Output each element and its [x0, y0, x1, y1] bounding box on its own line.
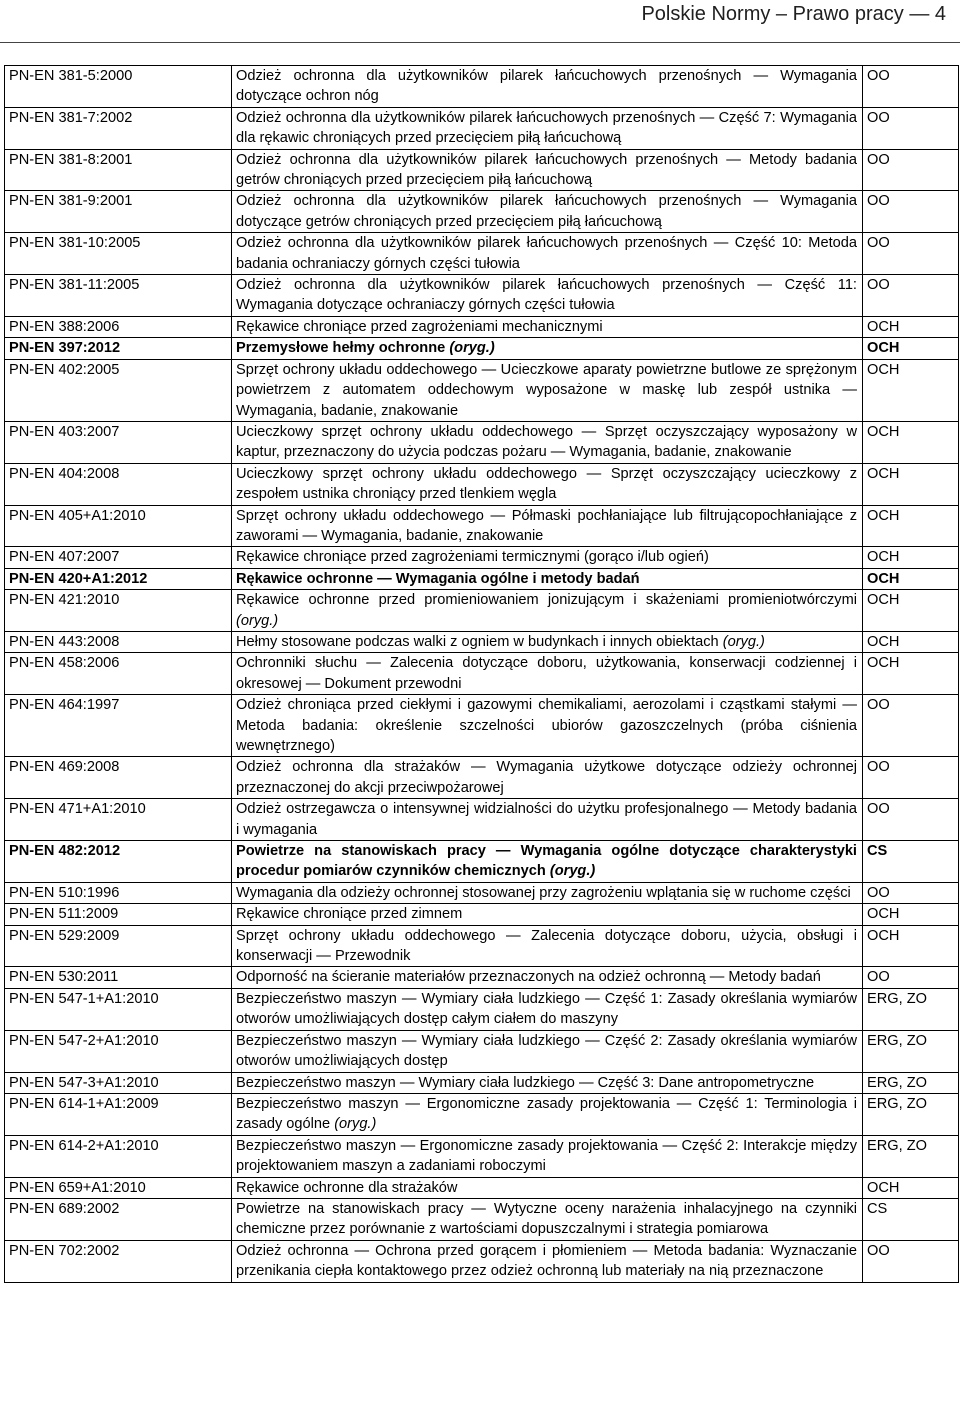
- page-header: [0, 0, 960, 48]
- category-code: ERG, ZO: [863, 1030, 959, 1072]
- standard-title: Bezpieczeństwo maszyn — Ergonomiczne zasady projektowania — Część 2: Interakcje między projektowaniem maszyn a zadaniami roboczymi: [236, 1137, 857, 1175]
- standard-title: Sprzęt ochrony układu oddechowego — Ucieczkowe aparaty powietrzne butlowe ze sprężonym powietrzem z automatem oddechowym wyposażone w maskę lub zespół ustnika — Wymagania, badanie, znakowanie: [236, 361, 857, 419]
- standard-title-cell: [232, 988, 863, 1030]
- standard-title-cell: [232, 421, 863, 463]
- standard-title: Odzież ochronna dla strażaków — Wymagania użytkowe dotyczące odzieży ochronnej przeznaczonej do akcji przeciwpożarowej: [236, 759, 857, 796]
- standard-title: Hełmy stosowane podczas walki z ogniem w budynkach i innych obiektach: [236, 633, 719, 650]
- table-row: [5, 547, 959, 568]
- original-language-note: (oryg.): [236, 612, 279, 629]
- table-row: [5, 505, 959, 547]
- table-row: [5, 149, 959, 191]
- table-row: [5, 1030, 959, 1072]
- category-code: CS: [863, 1198, 959, 1240]
- standard-title-cell: [232, 1177, 863, 1198]
- category-code: OCH: [863, 653, 959, 695]
- standard-title-cell: [232, 359, 863, 421]
- category-code: OO: [863, 66, 959, 108]
- standard-title-cell: [232, 590, 863, 632]
- standard-code: PN-EN 702:2002: [5, 1240, 232, 1282]
- header-divider: [0, 42, 960, 43]
- standard-code: PN-EN 381-10:2005: [5, 233, 232, 275]
- category-code: ERG, ZO: [863, 1072, 959, 1093]
- table-row: [5, 568, 959, 589]
- standard-title-cell: [232, 1030, 863, 1072]
- table-row: [5, 359, 959, 421]
- table-row: [5, 1177, 959, 1198]
- table-row: [5, 1093, 959, 1135]
- category-code: OCH: [863, 568, 959, 589]
- category-code: OO: [863, 1240, 959, 1282]
- standard-title-cell: [232, 463, 863, 505]
- table-row: [5, 631, 959, 652]
- category-code: OCH: [863, 463, 959, 505]
- table-row: [5, 1198, 959, 1240]
- standard-code: PN-EN 397:2012: [5, 338, 232, 359]
- standard-title: Ucieczkowy sprzęt ochrony układu oddechowego — Sprzęt oczyszczający wyposażony w kaptur, przeznaczony do użycia podczas pożaru — Wymagania, badanie, znakowanie: [236, 423, 857, 461]
- standard-code: PN-EN 482:2012: [5, 841, 232, 883]
- table-row: [5, 988, 959, 1030]
- category-code: OCH: [863, 359, 959, 421]
- standard-title-cell: [232, 904, 863, 925]
- category-code: OO: [863, 967, 959, 988]
- table-row: [5, 695, 959, 757]
- standard-code: PN-EN 547-1+A1:2010: [5, 988, 232, 1030]
- standard-code: PN-EN 458:2006: [5, 653, 232, 695]
- standard-code: PN-EN 381-11:2005: [5, 275, 232, 317]
- category-code: OO: [863, 799, 959, 841]
- standard-title-cell: [232, 631, 863, 652]
- category-code: OCH: [863, 547, 959, 568]
- table-row: [5, 66, 959, 108]
- table-row: [5, 107, 959, 149]
- category-code: OO: [863, 882, 959, 903]
- category-code: OCH: [863, 1177, 959, 1198]
- category-code: OO: [863, 149, 959, 191]
- standard-code: PN-EN 420+A1:2012: [5, 568, 232, 589]
- standard-title: Powietrze na stanowiskach pracy — Wymagania ogólne dotyczące charakterystyki procedur pomiarów czynników chemicznych: [236, 843, 857, 880]
- category-code: OO: [863, 107, 959, 149]
- table-row: [5, 463, 959, 505]
- original-language-note: (oryg.): [334, 1116, 377, 1133]
- table-row: [5, 925, 959, 967]
- standard-code: PN-EN 381-7:2002: [5, 107, 232, 149]
- standard-title: Odzież ochronna dla użytkowników pilarek łańcuchowych przenośnych — Wymagania dotyczące ochron nóg: [236, 68, 857, 105]
- table-row: [5, 338, 959, 359]
- standard-title-cell: [232, 1093, 863, 1135]
- standard-title: Rękawice ochronne dla strażaków: [236, 1179, 458, 1196]
- table-row: [5, 882, 959, 903]
- standard-title: Wymagania dla odzieży ochronnej stosowanej przy zagrożeniu wplątania się w ruchome części: [236, 884, 851, 901]
- standard-title-cell: [232, 1240, 863, 1282]
- table-row: [5, 191, 959, 233]
- standard-title: Rękawice ochronne — Wymagania ogólne i metody badań: [236, 570, 640, 587]
- standard-title-cell: [232, 1198, 863, 1240]
- standard-code: PN-EN 659+A1:2010: [5, 1177, 232, 1198]
- standard-title: Bezpieczeństwo maszyn — Wymiary ciała ludzkiego — Część 2: Zasady określania wymiarów otworów umożliwiających dostęp: [236, 1032, 857, 1070]
- standard-title: Odzież ostrzegawcza o intensywnej widzialności do użytku profesjonalnego — Metody badania i wymagania: [236, 801, 857, 838]
- standard-code: PN-EN 464:1997: [5, 695, 232, 757]
- standard-title: Odzież ochronna dla użytkowników pilarek łańcuchowych przenośnych — Metody badania getrów chroniących przed przecięciem piłą łańcuchową: [236, 151, 857, 189]
- standard-title: Powietrze na stanowiskach pracy — Wytyczne oceny narażenia inhalacyjnego na czynniki chemiczne przez porównanie z wartościami dopuszczalnymi i strategia pomiarowa: [236, 1200, 857, 1238]
- standard-title-cell: [232, 107, 863, 149]
- table-row: [5, 841, 959, 883]
- standard-title-cell: [232, 1135, 863, 1177]
- standard-code: PN-EN 421:2010: [5, 590, 232, 632]
- table-row: [5, 233, 959, 275]
- standard-title-cell: [232, 316, 863, 337]
- table-row: [5, 275, 959, 317]
- standard-code: PN-EN 469:2008: [5, 757, 232, 799]
- standard-code: PN-EN 388:2006: [5, 316, 232, 337]
- category-code: ERG, ZO: [863, 1093, 959, 1135]
- standard-code: PN-EN 404:2008: [5, 463, 232, 505]
- standard-code: PN-EN 381-5:2000: [5, 66, 232, 108]
- standard-code: PN-EN 547-2+A1:2010: [5, 1030, 232, 1072]
- standard-title: Odzież ochronna dla użytkowników pilarek łańcuchowych przenośnych — Część 7: Wymagania dla rękawic chroniących przed przecięciem piłą łańcuchową: [236, 109, 857, 147]
- category-code: OO: [863, 233, 959, 275]
- standard-title-cell: [232, 568, 863, 589]
- standard-code: PN-EN 547-3+A1:2010: [5, 1072, 232, 1093]
- standards-table-body: [5, 66, 959, 1283]
- standard-title: Odzież ochronna dla użytkowników pilarek łańcuchowych przenośnych — Część 11: Wymagania dotyczące ochraniaczy górnych części tułowia: [236, 277, 857, 314]
- category-code: OO: [863, 757, 959, 799]
- standard-title-cell: [232, 338, 863, 359]
- category-code: OCH: [863, 904, 959, 925]
- original-language-note: (oryg.): [449, 340, 495, 357]
- standard-code: PN-EN 510:1996: [5, 882, 232, 903]
- standard-title: Odzież ochronna — Ochrona przed gorącem i płomieniem — Metoda badania: Wyznaczanie przenikania ciepła kontaktowego przez odzież ochronną lub materiały na nią przeznaczone: [236, 1242, 857, 1280]
- standard-title: Ucieczkowy sprzęt ochrony układu oddechowego — Sprzęt oczyszczający ucieczkowy z zespołem ustnika chroniący przed tlenkiem węgla: [236, 465, 857, 503]
- category-code: OO: [863, 695, 959, 757]
- standard-title: Bezpieczeństwo maszyn — Wymiary ciała ludzkiego — Część 1: Zasady określania wymiarów otworów umożliwiających dostęp całym ciałem do maszyny: [236, 990, 857, 1028]
- category-code: ERG, ZO: [863, 988, 959, 1030]
- standard-title: Odporność na ścieranie materiałów przeznaczonych na odzież ochronną — Metody badań: [236, 969, 821, 986]
- table-row: [5, 799, 959, 841]
- standard-title: Sprzęt ochrony układu oddechowego — Półmaski pochłaniające lub filtrującopochłaniające z zaworami — Wymagania, badanie, znakowanie: [236, 507, 857, 544]
- standard-title: Rękawice ochronne przed promieniowaniem jonizującym i skażeniami promieniotwórczymi: [236, 592, 857, 609]
- standard-title-cell: [232, 695, 863, 757]
- standard-title-cell: [232, 233, 863, 275]
- standard-title: Bezpieczeństwo maszyn — Wymiary ciała ludzkiego — Część 3: Dane antropometryczne: [236, 1074, 815, 1091]
- standard-title-cell: [232, 547, 863, 568]
- standard-title: Odzież chroniąca przed ciekłymi i gazowymi chemikaliami, aerozolami i cząstkami stałymi — Metoda badania: określenie szczelności ubiorów gazoszczelnych (próba ciśnienia wewnętrznego): [236, 697, 857, 754]
- standard-code: PN-EN 614-2+A1:2010: [5, 1135, 232, 1177]
- standard-code: PN-EN 381-9:2001: [5, 191, 232, 233]
- standard-code: PN-EN 403:2007: [5, 421, 232, 463]
- table-row: [5, 967, 959, 988]
- category-code: OO: [863, 191, 959, 233]
- standards-table: [4, 65, 959, 1283]
- table-row: [5, 1135, 959, 1177]
- table-row: [5, 590, 959, 632]
- category-code: OO: [863, 275, 959, 317]
- original-language-note: (oryg.): [722, 633, 765, 650]
- table-row: [5, 1240, 959, 1282]
- page-header-title: Polskie Normy – Prawo pracy — 4: [641, 3, 946, 25]
- standard-title-cell: [232, 841, 863, 883]
- table-row: [5, 653, 959, 695]
- standard-title-cell: [232, 505, 863, 547]
- table-row: [5, 757, 959, 799]
- category-code: OCH: [863, 338, 959, 359]
- table-row: [5, 421, 959, 463]
- table-row: [5, 316, 959, 337]
- standard-title: Rękawice chroniące przed zagrożeniami termicznymi (gorąco i/lub ogień): [236, 549, 709, 566]
- standard-title-cell: [232, 149, 863, 191]
- standard-title: Rękawice chroniące przed zagrożeniami mechanicznymi: [236, 318, 603, 335]
- standard-code: PN-EN 402:2005: [5, 359, 232, 421]
- standard-code: PN-EN 689:2002: [5, 1198, 232, 1240]
- standard-title-cell: [232, 66, 863, 108]
- category-code: OCH: [863, 631, 959, 652]
- standard-title-cell: [232, 882, 863, 903]
- table-row: [5, 904, 959, 925]
- standard-code: PN-EN 443:2008: [5, 631, 232, 652]
- standard-title-cell: [232, 275, 863, 317]
- standard-title: Odzież ochronna dla użytkowników pilarek łańcuchowych przenośnych — Część 10: Metoda badania ochraniaczy górnych części tułowia: [236, 235, 857, 272]
- standard-title: Ochronniki słuchu — Zalecenia dotyczące doboru, użytkowania, konserwacji codziennej i okresowej — Dokument przewodni: [236, 655, 857, 692]
- standard-code: PN-EN 405+A1:2010: [5, 505, 232, 547]
- category-code: ERG, ZO: [863, 1135, 959, 1177]
- standard-title: Sprzęt ochrony układu oddechowego — Zalecenia dotyczące doboru, użycia, obsługi i konserwacji — Przewodnik: [236, 927, 857, 965]
- category-code: OCH: [863, 925, 959, 967]
- standard-title-cell: [232, 967, 863, 988]
- category-code: OCH: [863, 505, 959, 547]
- original-language-note: (oryg.): [549, 863, 596, 880]
- standard-title-cell: [232, 925, 863, 967]
- standard-title-cell: [232, 1072, 863, 1093]
- standard-code: PN-EN 530:2011: [5, 967, 232, 988]
- standard-title: Rękawice chroniące przed zimnem: [236, 906, 463, 923]
- standard-code: PN-EN 614-1+A1:2009: [5, 1093, 232, 1135]
- standard-title: Odzież ochronna dla użytkowników pilarek łańcuchowych przenośnych — Wymagania dotyczące getrów chroniących przed przecięciem piłą łańcuchową: [236, 193, 857, 230]
- category-code: CS: [863, 841, 959, 883]
- category-code: OCH: [863, 316, 959, 337]
- standard-code: PN-EN 529:2009: [5, 925, 232, 967]
- category-code: OCH: [863, 590, 959, 632]
- category-code: OCH: [863, 421, 959, 463]
- standard-title: Przemysłowe hełmy ochronne: [236, 340, 446, 357]
- standard-code: PN-EN 407:2007: [5, 547, 232, 568]
- standard-code: PN-EN 511:2009: [5, 904, 232, 925]
- standard-code: PN-EN 381-8:2001: [5, 149, 232, 191]
- standard-title-cell: [232, 757, 863, 799]
- standard-code: PN-EN 471+A1:2010: [5, 799, 232, 841]
- standard-title: Bezpieczeństwo maszyn — Ergonomiczne zasady projektowania — Część 1: Terminologia i zasady ogólne: [236, 1095, 857, 1133]
- standard-title-cell: [232, 799, 863, 841]
- table-row: [5, 1072, 959, 1093]
- standard-title-cell: [232, 653, 863, 695]
- standard-title-cell: [232, 191, 863, 233]
